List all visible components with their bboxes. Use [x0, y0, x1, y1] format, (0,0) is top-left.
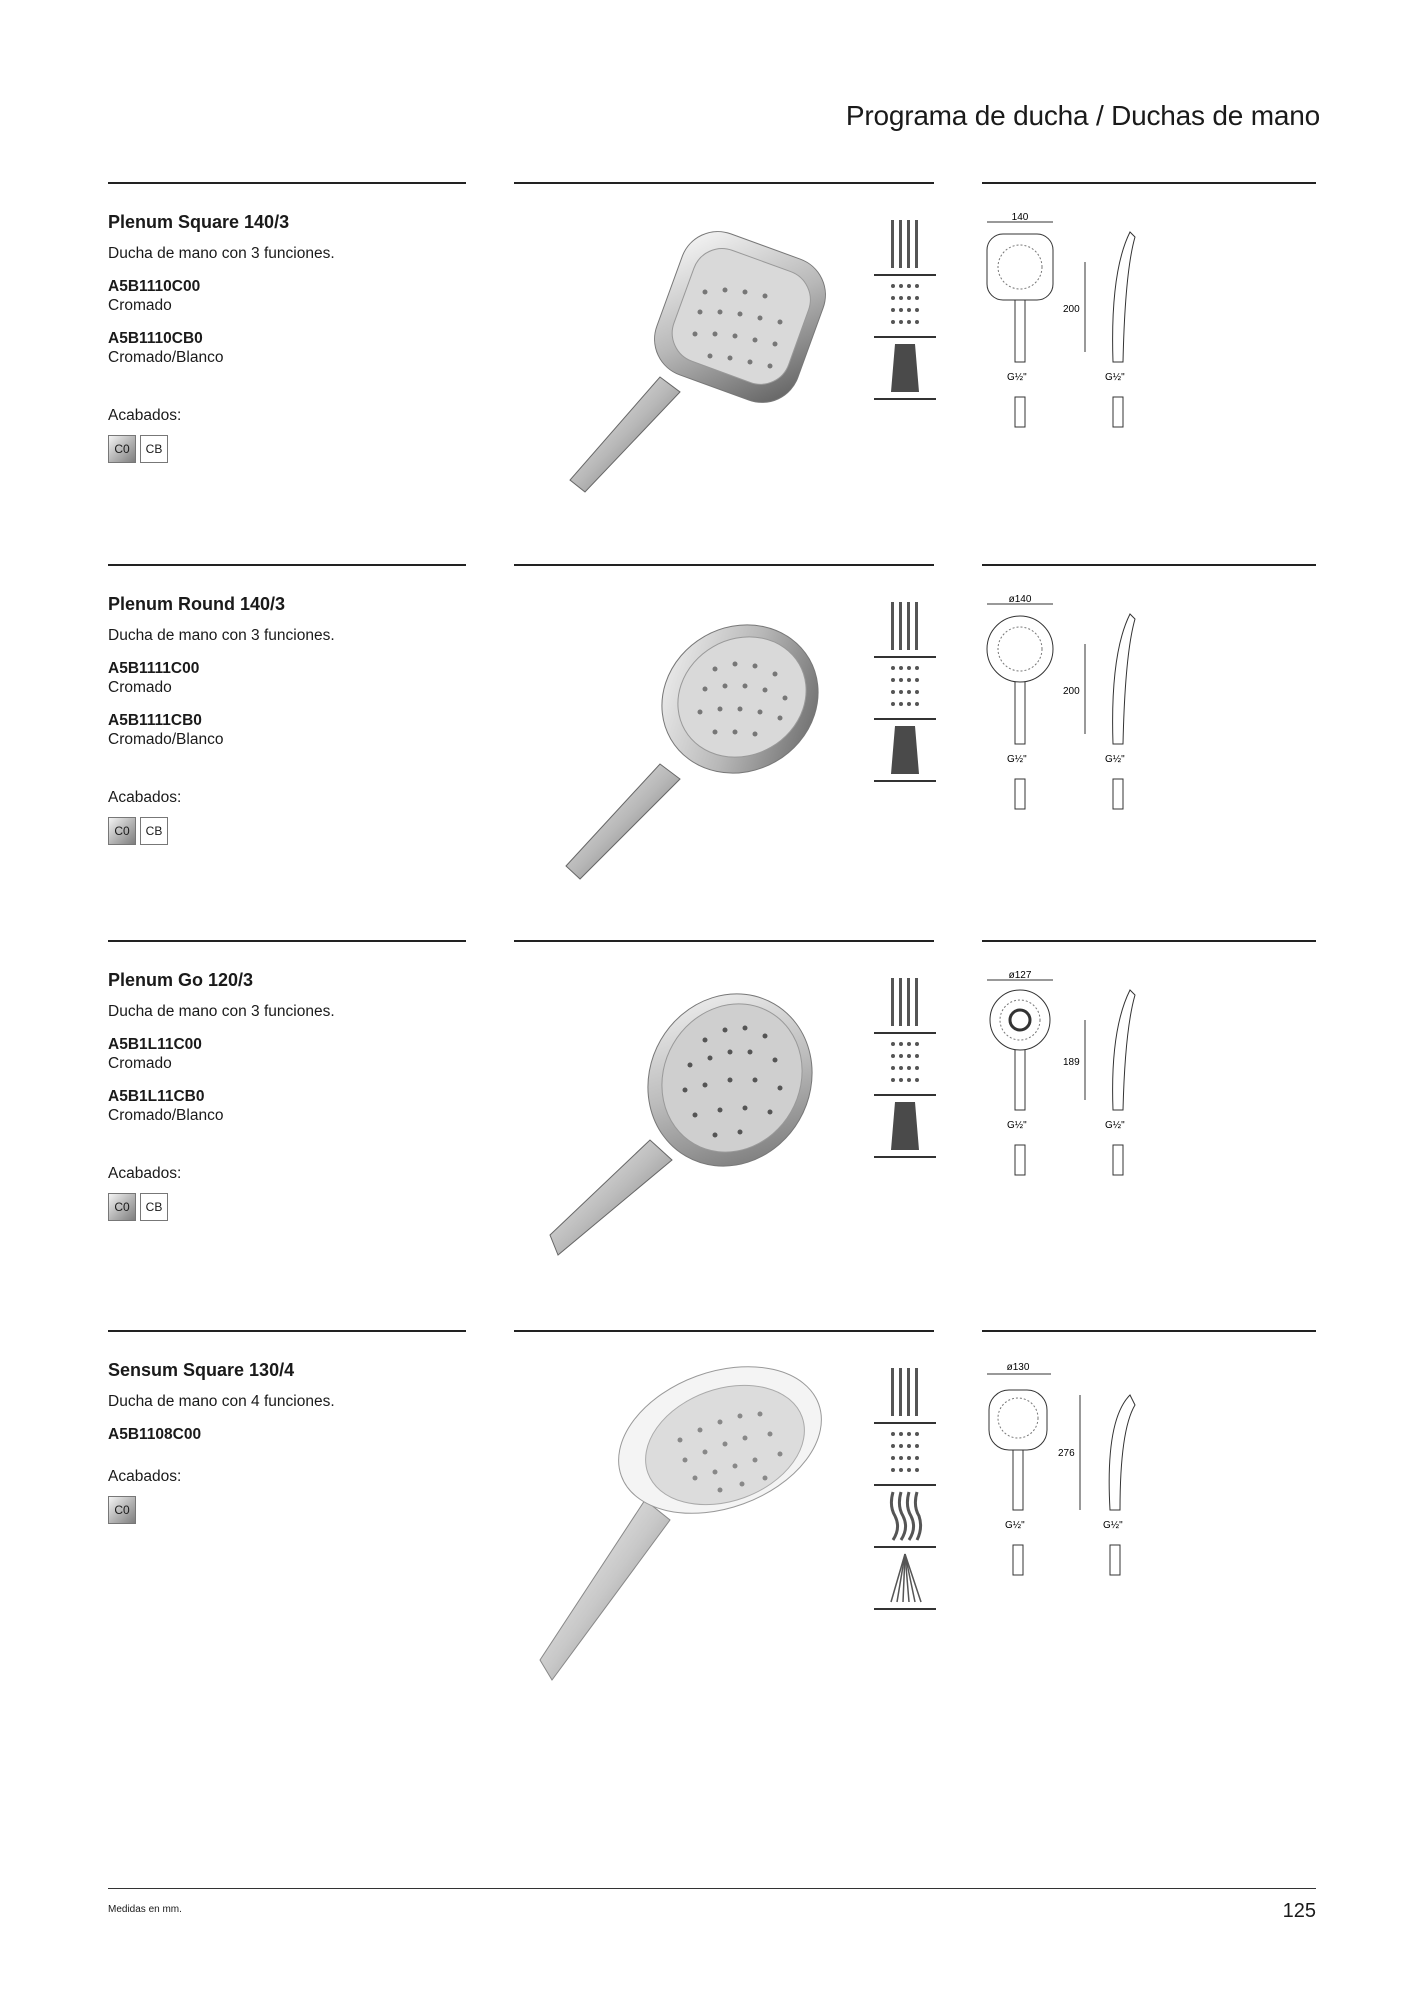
- acabados-label: Acabados:: [108, 407, 182, 424]
- divider: [982, 1330, 1316, 1332]
- spray-massage-icon: [874, 1096, 936, 1158]
- swatch-chrome: C0: [108, 817, 136, 845]
- spray-rain-icon: [874, 972, 936, 1034]
- divider: [108, 1330, 466, 1332]
- product-description: Ducha de mano con 3 funciones.: [108, 627, 335, 644]
- footnote: Medidas en mm.: [108, 1904, 182, 1915]
- divider: [108, 940, 466, 942]
- product-info: [108, 1360, 468, 1524]
- product-section: [0, 182, 1414, 562]
- technical-drawing: [985, 212, 1165, 442]
- product-code: A5B1L11C00: [108, 1036, 202, 1053]
- product-code: A5B1110C00: [108, 278, 201, 295]
- product-info: [108, 594, 468, 845]
- spray-functions: [874, 214, 936, 400]
- product-code: A5B1110CB0: [108, 330, 203, 347]
- spray-dots-icon: [874, 1034, 936, 1096]
- dimension-width: ø127: [1008, 970, 1032, 981]
- thread-label: G½": [1007, 1120, 1027, 1131]
- dimension-length: 276: [1058, 1448, 1075, 1459]
- thread-label: G½": [1105, 1120, 1125, 1131]
- finish-swatches: [108, 817, 468, 845]
- product-section: [0, 564, 1414, 944]
- product-code: A5B1L11CB0: [108, 1088, 205, 1105]
- swatch-chrome: C0: [108, 1193, 136, 1221]
- divider: [514, 1330, 934, 1332]
- finish-swatches: [108, 435, 468, 463]
- product-name: Plenum Go 120/3: [108, 970, 254, 990]
- dimension-width: ø140: [1008, 594, 1032, 605]
- divider: [982, 940, 1316, 942]
- thread-label: G½": [1103, 1520, 1123, 1531]
- product-code: A5B1108C00: [108, 1426, 202, 1443]
- page-title: Programa de ducha / Duchas de mano: [845, 100, 1320, 131]
- divider: [514, 564, 934, 566]
- product-finish: Cromado/Blanco: [108, 731, 224, 748]
- dimension-length: 200: [1063, 686, 1080, 697]
- product-photo: [530, 212, 830, 512]
- spray-functions: [874, 1362, 936, 1610]
- product-info: [108, 212, 468, 463]
- divider: [982, 564, 1316, 566]
- technical-drawing: [985, 594, 1165, 824]
- technical-drawing: [985, 970, 1165, 1200]
- thread-label: G½": [1005, 1520, 1025, 1531]
- finish-swatches: [108, 1193, 468, 1221]
- footer-divider: [108, 1888, 1316, 1889]
- spray-rain-icon: [874, 596, 936, 658]
- product-section: [0, 940, 1414, 1320]
- finish-swatches: [108, 1496, 468, 1524]
- spray-rain-icon: [874, 1362, 936, 1424]
- thread-label: G½": [1007, 754, 1027, 765]
- product-name: Plenum Round 140/3: [108, 594, 286, 614]
- swatch-chrome: C0: [108, 1496, 136, 1524]
- divider: [108, 182, 466, 184]
- spray-dots-icon: [874, 1424, 936, 1486]
- product-description: Ducha de mano con 3 funciones.: [108, 1003, 335, 1020]
- product-photo: [530, 594, 830, 894]
- divider: [108, 564, 466, 566]
- thread-label: G½": [1007, 372, 1027, 383]
- swatch-chrome-white: CB: [140, 435, 168, 463]
- product-name: Plenum Square 140/3: [108, 212, 290, 232]
- spray-mist-icon: [874, 1548, 936, 1610]
- product-finish: Cromado: [108, 679, 172, 696]
- spray-functions: [874, 596, 936, 782]
- product-finish: Cromado: [108, 1055, 172, 1072]
- divider: [514, 940, 934, 942]
- thread-label: G½": [1105, 754, 1125, 765]
- spray-functions: [874, 972, 936, 1158]
- page-number: 125: [1282, 1900, 1316, 1922]
- product-photo: [530, 970, 830, 1270]
- dimension-length: 189: [1063, 1057, 1080, 1068]
- divider: [514, 182, 934, 184]
- product-description: Ducha de mano con 4 funciones.: [108, 1393, 335, 1410]
- product-description: Ducha de mano con 3 funciones.: [108, 245, 335, 262]
- acabados-label: Acabados:: [108, 1165, 182, 1182]
- acabados-label: Acabados:: [108, 789, 182, 806]
- spray-massage-icon: [874, 338, 936, 400]
- product-section: [0, 1330, 1414, 1710]
- product-finish: Cromado/Blanco: [108, 1107, 224, 1124]
- product-finish: Cromado/Blanco: [108, 349, 224, 366]
- spray-rain-icon: [874, 214, 936, 276]
- swatch-chrome: C0: [108, 435, 136, 463]
- swatch-chrome-white: CB: [140, 817, 168, 845]
- spray-dots-icon: [874, 276, 936, 338]
- spray-dots-icon: [874, 658, 936, 720]
- technical-drawing: [985, 1360, 1165, 1590]
- divider: [982, 182, 1316, 184]
- product-code: A5B1111CB0: [108, 712, 202, 729]
- product-code: A5B1111C00: [108, 660, 200, 677]
- product-finish: Cromado: [108, 297, 172, 314]
- spray-wave-icon: [874, 1486, 936, 1548]
- product-info: [108, 970, 468, 1221]
- product-name: Sensum Square 130/4: [108, 1360, 295, 1380]
- dimension-width: 140: [1011, 212, 1029, 223]
- swatch-chrome-white: CB: [140, 1193, 168, 1221]
- product-photo: [530, 1360, 830, 1700]
- thread-label: G½": [1105, 372, 1125, 383]
- dimension-length: 200: [1063, 304, 1080, 315]
- dimension-width: ø130: [1006, 1362, 1030, 1373]
- spray-massage-icon: [874, 720, 936, 782]
- acabados-label: Acabados:: [108, 1468, 182, 1485]
